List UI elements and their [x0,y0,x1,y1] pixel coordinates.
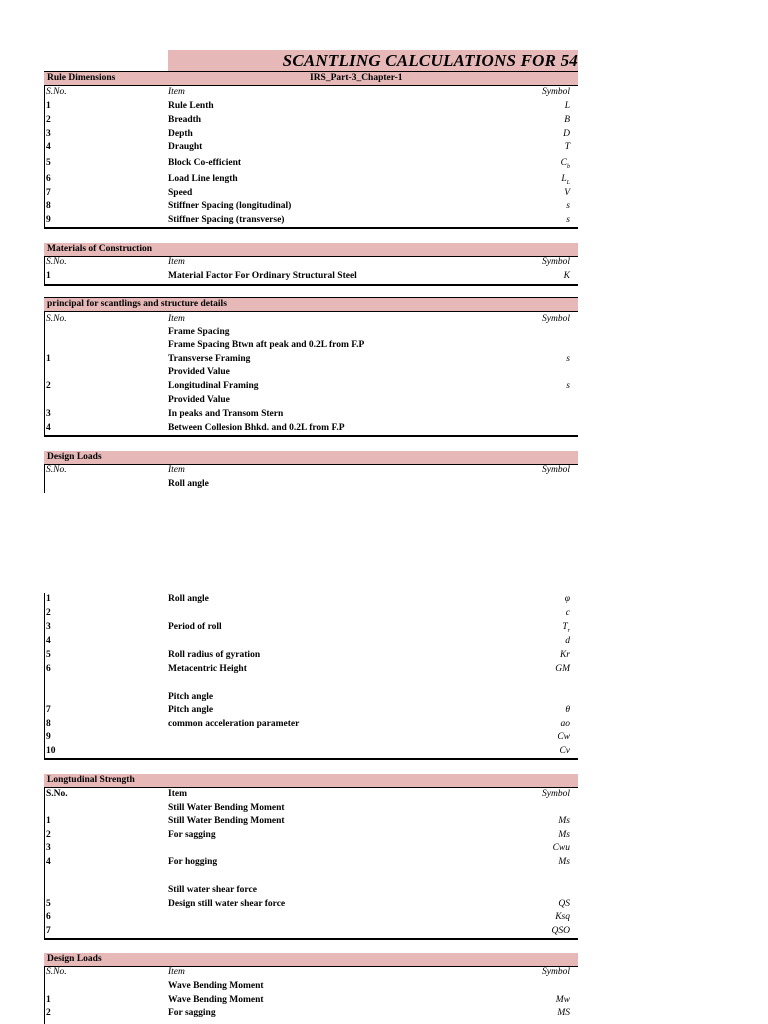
sno-cell: 8 [46,201,51,211]
left-border [44,86,45,228]
item-cell: Longitudinal Framing [168,381,259,391]
sno-cell: S.No. [46,465,67,475]
table-header-row [44,788,578,801]
sno-cell: 4 [46,857,51,867]
symbol-cell: Cv [559,746,570,756]
sno-cell: 7 [46,926,51,936]
table-row [44,408,578,421]
sno-cell: S.No. [46,967,67,977]
table-row [44,677,578,690]
item-cell: Block Co-efficient [168,158,242,168]
item-cell: Period of roll [168,622,222,632]
title-bar [168,50,578,72]
sno-cell: 5 [46,899,51,909]
table-row [44,621,578,634]
sno-cell: 4 [46,423,51,433]
item-cell: Roll angle [168,479,209,489]
table-header-row [44,256,578,269]
sno-cell: 2 [46,381,51,391]
sno-cell: 1 [46,594,51,604]
section-label: Design Loads [47,954,102,964]
symbol-cell: $L_L$ [561,174,570,186]
sno-cell: 5 [46,158,51,168]
table-row [44,1007,578,1020]
table-row [44,114,578,127]
table-row [44,173,578,186]
row-border [44,311,578,312]
sno-cell: 1 [46,271,51,281]
symbol-cell: Cwu [552,843,570,853]
sno-cell: 2 [46,115,51,125]
item-cell: For sagging [168,1008,216,1018]
sno-cell: 9 [46,215,51,225]
table-row [44,270,578,283]
table-row [44,635,578,648]
symbol-cell: Ms [558,857,570,867]
item-cell: Frame Spacing [168,327,230,337]
item-cell: Still Water Bending Moment [168,803,285,813]
item-cell: Depth [168,129,193,139]
sno-cell: S.No. [46,314,67,324]
symbol-cell: Symbol [542,789,570,799]
row-border [44,435,578,437]
item-cell: Material Factor For Ordinary Structural Steel [168,271,357,281]
spreadsheet [44,0,578,1024]
item-cell: Provided Value [168,367,230,377]
symbol-cell: $T_r$ [562,622,570,634]
symbol-cell: QSO [551,926,570,936]
table-row [44,394,578,407]
symbol-cell: s [566,201,570,211]
item-cell: Item [168,314,185,324]
symbol-cell: Symbol [542,314,570,324]
item-cell: Item [168,87,185,97]
item-cell: common acceleration parameter [168,719,300,729]
item-cell: Item [168,789,187,799]
symbol-cell: s [566,354,570,364]
sno-cell: 3 [46,843,51,853]
symbol-cell: Symbol [542,465,570,475]
symbol-cell: φ [564,594,570,604]
symbol-cell: θ [565,705,570,715]
sno-cell: 6 [46,174,51,184]
item-cell: Draught [168,142,203,152]
item-cell: For sagging [168,830,216,840]
table-row [44,593,578,606]
left-border [44,256,45,285]
table-row [44,691,578,704]
item-cell: Metacentric Height [168,664,247,674]
left-border [44,464,45,493]
table-row [44,353,578,366]
item-cell: Transverse Framing [168,354,251,364]
item-cell: Rule Lenth [168,101,214,111]
sno-cell: 1 [46,354,51,364]
symbol-cell: ao [560,719,570,729]
sno-cell: 5 [46,650,51,660]
section-subtitle: IRS_Part-3_Chapter-1 [310,73,403,83]
table-row [44,842,578,855]
symbol-cell: L [564,101,570,111]
symbol-cell: $C_b$ [560,158,570,170]
item-cell: Pitch angle [168,705,214,715]
item-cell: Still water shear force [168,885,257,895]
item-cell: Wave Bending Moment [168,995,264,1005]
symbol-cell: s [566,215,570,225]
left-border [44,966,45,1024]
table-row [44,157,578,170]
item-cell: Wave Bending Moment [168,981,264,991]
symbol-cell: s [566,381,570,391]
table-row [44,366,578,379]
row-border [44,758,578,760]
item-cell: For hogging [168,857,218,867]
table-row [44,815,578,828]
section-label: Rule Dimensions [47,73,116,83]
table-header-row [44,966,578,979]
sno-cell: 1 [46,816,51,826]
item-cell: Item [168,967,185,977]
table-row [44,731,578,744]
table-row [44,380,578,393]
table-row [44,478,578,491]
sno-cell: 3 [46,129,51,139]
sno-cell: S.No. [46,789,68,799]
symbol-cell: Symbol [542,87,570,97]
sno-cell: 2 [46,608,51,618]
section-header-materials [44,243,578,256]
row-border [44,227,578,229]
item-cell: Frame Spacing Btwn aft peak and 0.2L from F.P [168,340,365,350]
sno-cell: 7 [46,188,51,198]
table-row [44,704,578,717]
symbol-cell: Cw [557,732,570,742]
item-cell: In peaks and Transom Stern [168,409,284,419]
row-border [44,938,578,940]
section-label: Longtudinal Strength [47,775,135,785]
sheet-title: SCANTLING CALCULATIONS FOR 54 [282,51,578,70]
symbol-cell: K [563,271,570,281]
sno-cell: 6 [46,912,51,922]
item-cell: Item [168,257,185,267]
table-row [44,898,578,911]
left-border [44,593,45,759]
item-cell: Roll radius of gyration [168,650,261,660]
sno-cell: 7 [46,705,51,715]
table-row [44,128,578,141]
sno-cell: S.No. [46,257,67,267]
table-row [44,911,578,924]
left-border [44,311,45,436]
sno-cell: 1 [46,995,51,1005]
section-header-design_loads_2 [44,953,578,966]
table-header-row [44,464,578,477]
section-header-principal [44,298,578,311]
symbol-cell: Ksq [555,912,570,922]
sno-cell: 9 [46,732,51,742]
symbol-cell: Symbol [542,257,570,267]
item-cell: Still Water Bending Moment [168,816,285,826]
sno-cell: 3 [46,409,51,419]
sno-cell: S.No. [46,87,67,97]
item-cell: Stiffner Spacing (longitudinal) [168,201,292,211]
item-cell: Between Collesion Bhkd. and 0.2L from F.P [168,423,345,433]
sno-cell: 2 [46,830,51,840]
symbol-cell: d [565,636,570,646]
item-cell: Design still water shear force [168,899,286,909]
table-row [44,829,578,842]
table-header-row [44,86,578,99]
symbol-cell: Symbol [542,967,570,977]
symbol-cell: Ms [558,830,570,840]
symbol-cell: T [564,142,570,152]
section-label: principal for scantlings and structure details [47,299,227,309]
symbol-cell: B [564,115,570,125]
sno-cell: 4 [46,636,51,646]
symbol-cell: Ms [558,816,570,826]
sno-cell: 6 [46,664,51,674]
table-row [44,141,578,154]
item-cell: Stiffner Spacing (transverse) [168,215,285,225]
section-header-longitudinal_strength [44,774,578,787]
table-row [44,200,578,213]
sno-cell: 10 [46,746,56,756]
symbol-cell: Kr [559,650,570,660]
symbol-cell: QS [558,899,570,909]
table-row [44,663,578,676]
item-cell: Load Line length [168,174,238,184]
sno-cell: 4 [46,142,51,152]
table-row [44,339,578,352]
table-row [44,802,578,815]
item-cell: Provided Value [168,395,230,405]
table-row [44,870,578,883]
item-cell: Pitch angle [168,692,214,702]
table-row [44,925,578,938]
symbol-cell: D [563,129,570,139]
table-row [44,100,578,113]
item-cell: Breadth [168,115,202,125]
symbol-cell: GM [555,664,570,674]
item-cell: Item [168,465,185,475]
row-border [44,284,578,286]
sno-cell: 3 [46,622,51,632]
table-row [44,980,578,993]
table-row [44,187,578,200]
table-row [44,994,578,1007]
table-row [44,745,578,758]
item-cell: Roll angle [168,594,209,604]
left-border [44,787,45,939]
section-header-design_loads_1 [44,451,578,464]
table-row [44,607,578,620]
table-row [44,884,578,897]
table-row [44,326,578,339]
sno-cell: 2 [46,1008,51,1018]
table-header-row [44,313,578,326]
symbol-cell: c [565,608,570,618]
table-row [44,856,578,869]
table-row [44,649,578,662]
section-label: Materials of Construction [47,244,153,254]
symbol-cell: Mw [555,995,570,1005]
table-row [44,718,578,731]
table-row [44,422,578,435]
section-label: Design Loads [47,452,102,462]
sno-cell: 1 [46,101,51,111]
section-header-rule_dimensions [44,72,578,85]
symbol-cell: V [564,188,570,198]
symbol-cell: MS [557,1008,570,1018]
table-row [44,214,578,227]
sno-cell: 8 [46,719,51,729]
item-cell: Speed [168,188,193,198]
